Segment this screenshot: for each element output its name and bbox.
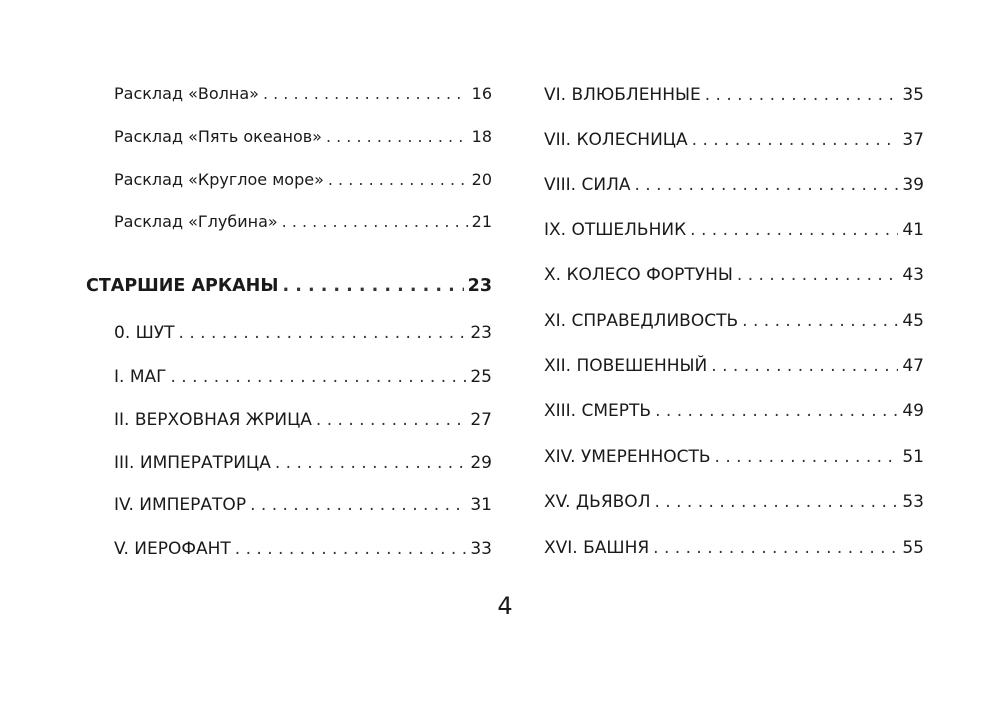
toc-entry — [544, 540, 924, 557]
toc-entry — [114, 172, 492, 188]
toc-entry — [544, 358, 924, 375]
toc-entry-page: 33 — [470, 539, 492, 559]
toc-entry-page: 23 — [470, 323, 492, 343]
toc-entry-title: Расклад «Глубина» — [114, 212, 278, 231]
toc-entry-title: XV. ДЬЯВОЛ — [544, 492, 651, 512]
toc-entry-page: 37 — [902, 130, 924, 150]
toc-entry — [114, 455, 492, 472]
dot-leader — [326, 129, 468, 145]
toc-entry-title: VI. ВЛЮБЛЕННЫЕ — [544, 85, 701, 105]
dot-leader — [692, 132, 899, 149]
toc-entry-page: 25 — [470, 367, 492, 387]
toc-entry — [544, 177, 924, 194]
toc-entry-page: 21 — [471, 212, 492, 231]
toc-entry — [114, 325, 492, 342]
toc-entry-title: Расклад «Круглое море» — [114, 170, 324, 189]
toc-entry-page: 47 — [902, 356, 924, 376]
dot-leader — [235, 541, 467, 558]
dot-leader — [715, 449, 899, 466]
dot-leader — [282, 278, 463, 296]
toc-entry — [544, 87, 924, 104]
page-number: 4 — [497, 592, 513, 620]
toc-entry — [544, 449, 924, 466]
toc-entry-page: 16 — [471, 84, 492, 103]
toc-entry-title: XII. ПОВЕШЕННЫЙ — [544, 356, 708, 376]
toc-entry — [114, 369, 492, 386]
dot-leader — [705, 87, 899, 104]
toc-entry-title: 0. ШУТ — [114, 323, 175, 343]
toc-entry — [544, 403, 924, 420]
dot-leader — [171, 369, 467, 386]
dot-leader — [654, 494, 898, 511]
dot-leader — [690, 222, 898, 239]
toc-entry — [544, 494, 924, 511]
toc-entry-title: Расклад «Волна» — [114, 84, 259, 103]
toc-entry-page: 35 — [902, 85, 924, 105]
toc-entry — [114, 129, 492, 145]
toc-section-page: 23 — [467, 276, 492, 296]
toc-entry-page: 39 — [902, 175, 924, 195]
toc-section-title: СТАРШИЕ АРКАНЫ — [86, 276, 279, 296]
dot-leader — [653, 540, 898, 557]
toc-entry-page: 49 — [902, 401, 924, 421]
toc-entry — [114, 412, 492, 429]
toc-entry — [114, 497, 492, 514]
dot-leader — [250, 497, 466, 514]
toc-entry-title: Расклад «Пять океанов» — [114, 127, 322, 146]
dot-leader — [742, 313, 898, 330]
toc-entry-title: XIV. УМЕРЕННОСТЬ — [544, 447, 711, 467]
dot-leader — [655, 403, 898, 420]
dot-leader — [282, 214, 468, 230]
dot-leader — [634, 177, 898, 194]
toc-entry-title: II. ВЕРХОВНАЯ ЖРИЦА — [114, 410, 312, 430]
toc-entry-page: 41 — [902, 220, 924, 240]
dot-leader — [737, 267, 898, 284]
toc-entry-title: I. МАГ — [114, 367, 167, 387]
dot-leader — [263, 86, 468, 102]
toc-entry-page: 29 — [470, 453, 492, 473]
toc-entry — [114, 541, 492, 558]
toc-entry-title: XIII. СМЕРТЬ — [544, 401, 652, 421]
toc-entry — [544, 132, 924, 149]
toc-entry-title: XI. СПРАВЕДЛИВОСТЬ — [544, 311, 739, 331]
toc-entry-title: V. ИЕРОФАНТ — [114, 539, 231, 559]
dot-leader — [328, 172, 468, 188]
dot-leader — [711, 358, 898, 375]
toc-entry — [544, 267, 924, 284]
toc-entry-page: 45 — [902, 311, 924, 331]
toc-entry-page: 20 — [471, 170, 492, 189]
dot-leader — [179, 325, 467, 342]
toc-entry — [544, 222, 924, 239]
toc-entry-page: 18 — [471, 127, 492, 146]
toc-entry-page: 53 — [902, 492, 924, 512]
toc-entry-title: VIII. СИЛА — [544, 175, 631, 195]
toc-entry-title: XVI. БАШНЯ — [544, 538, 650, 558]
toc-entry-page: 51 — [902, 447, 924, 467]
toc-entry-page: 43 — [902, 265, 924, 285]
toc-entry-page: 55 — [902, 538, 924, 558]
toc-section-heading — [86, 278, 492, 296]
toc-entry-title: VII. КОЛЕСНИЦА — [544, 130, 688, 150]
toc-entry-title: III. ИМПЕРАТРИЦА — [114, 453, 271, 473]
toc-entry — [114, 86, 492, 102]
toc-entry-page: 27 — [470, 410, 492, 430]
toc-entry-title: IX. ОТШЕЛЬНИК — [544, 220, 687, 240]
toc-entry-title: X. КОЛЕСО ФОРТУНЫ — [544, 265, 733, 285]
dot-leader — [316, 412, 466, 429]
toc-entry — [544, 313, 924, 330]
toc-entry-title: IV. ИМПЕРАТОР — [114, 495, 247, 515]
toc-entry — [114, 214, 492, 230]
dot-leader — [275, 455, 467, 472]
toc-entry-page: 31 — [470, 495, 492, 515]
